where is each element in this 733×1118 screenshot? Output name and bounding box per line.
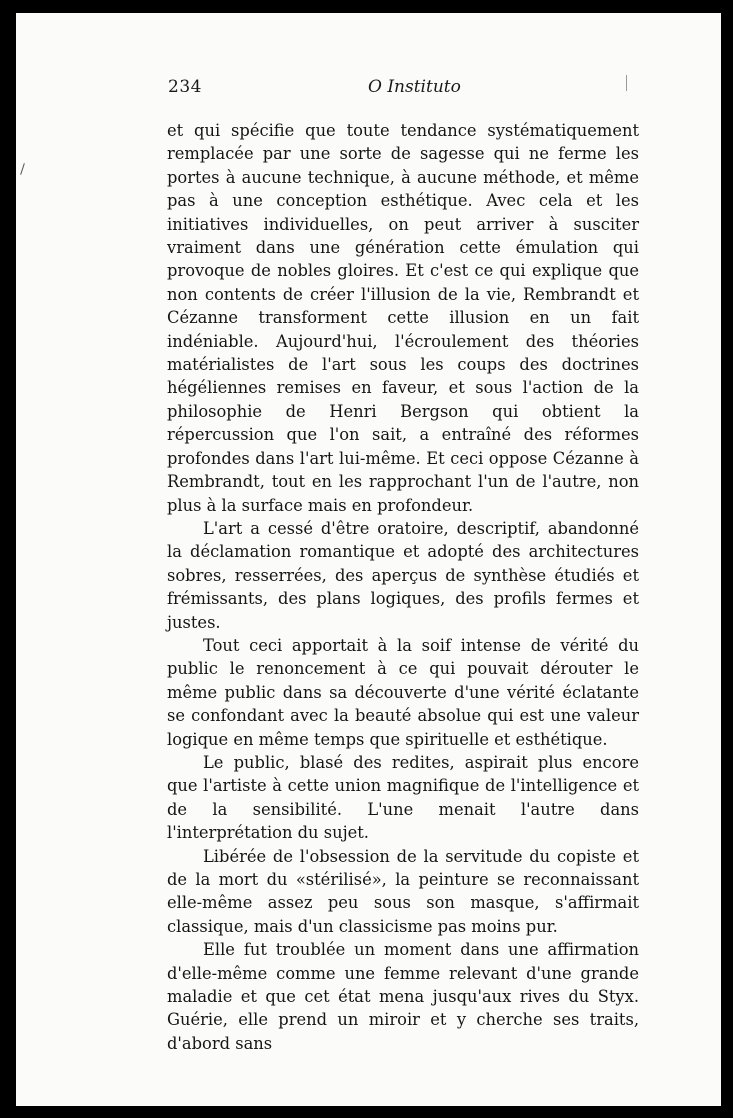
page-header <box>168 77 668 103</box>
paragraph: Tout ceci apportait à la soif intense de vérité du public le renoncement à ce qui pouvait dérouter le même public dans sa découverte d'une vérité éclatante se confondant avec la beauté absolue qui est une valeur logique en même temps que spirituelle et esthétique. <box>167 635 639 749</box>
paragraph: Le public, blasé des redites, aspirait plus encore que l'artiste à cette union magnifique de l'intelligence et de la sensibilité. L'une menait l'autre dans l'interprétation du sujet. <box>167 752 639 843</box>
body-text <box>167 119 639 1055</box>
paragraph: Libérée de l'obsession de la servitude du copiste et de la mort du «stérilisé», la peinture se reconnaissant elle-même assez peu sous son masque, s'affirmait classique, mais d'un classicisme pas moins pur. <box>167 846 639 936</box>
paragraph: L'art a cessé d'être oratoire, descriptif, abandonné la déclamation romantique et adopté des architectures sobres, resserrées, des aperçus de synthèse étudiés et frémissants, des plans logiques, des profils fermes et justes. <box>167 518 639 632</box>
page-number: 234 <box>168 77 202 97</box>
book-page <box>16 13 721 1106</box>
paragraph: Elle fut troublée un moment dans une affirmation d'elle-même comme une femme relevant d'une grande maladie et que cet état mena jusqu'aux rives du Styx. Guérie, elle prend un miroir et y cherche ses traits, d'abord sans <box>167 940 639 1053</box>
paragraph: et qui spécifie que toute tendance systématiquement remplacée par une sorte de sagesse qui ne ferme les portes à aucune technique, à aucune méthode, et même pas à une conception esthétique. Avec cela et les initiatives individuelles, on peut arriver à susciter vraiment dans une génération cette émulation qui provoque de nobles gloires. Et c'est ce qui explique que non contents de créer l'illusion de la vie, Rembrandt et Cézanne transforment cette illusion en un fait indéniable. Aujourd'hui, l'écroulement des théories matérialistes de l'art sous les coups des doctrines hégéliennes remises en faveur, et sous l'action de la philosophie de Henri Bergson qui obtient la répercussion que l'on sait, a entraîné des réformes profondes dans l'art lui-même. Et ceci oppose Cézanne à Rembrandt, tout en les rapprochant l'un de l'autre, non plus à la surface mais en profondeur. <box>167 121 639 515</box>
running-title: O Instituto <box>368 77 461 97</box>
scan-mark <box>20 163 25 175</box>
